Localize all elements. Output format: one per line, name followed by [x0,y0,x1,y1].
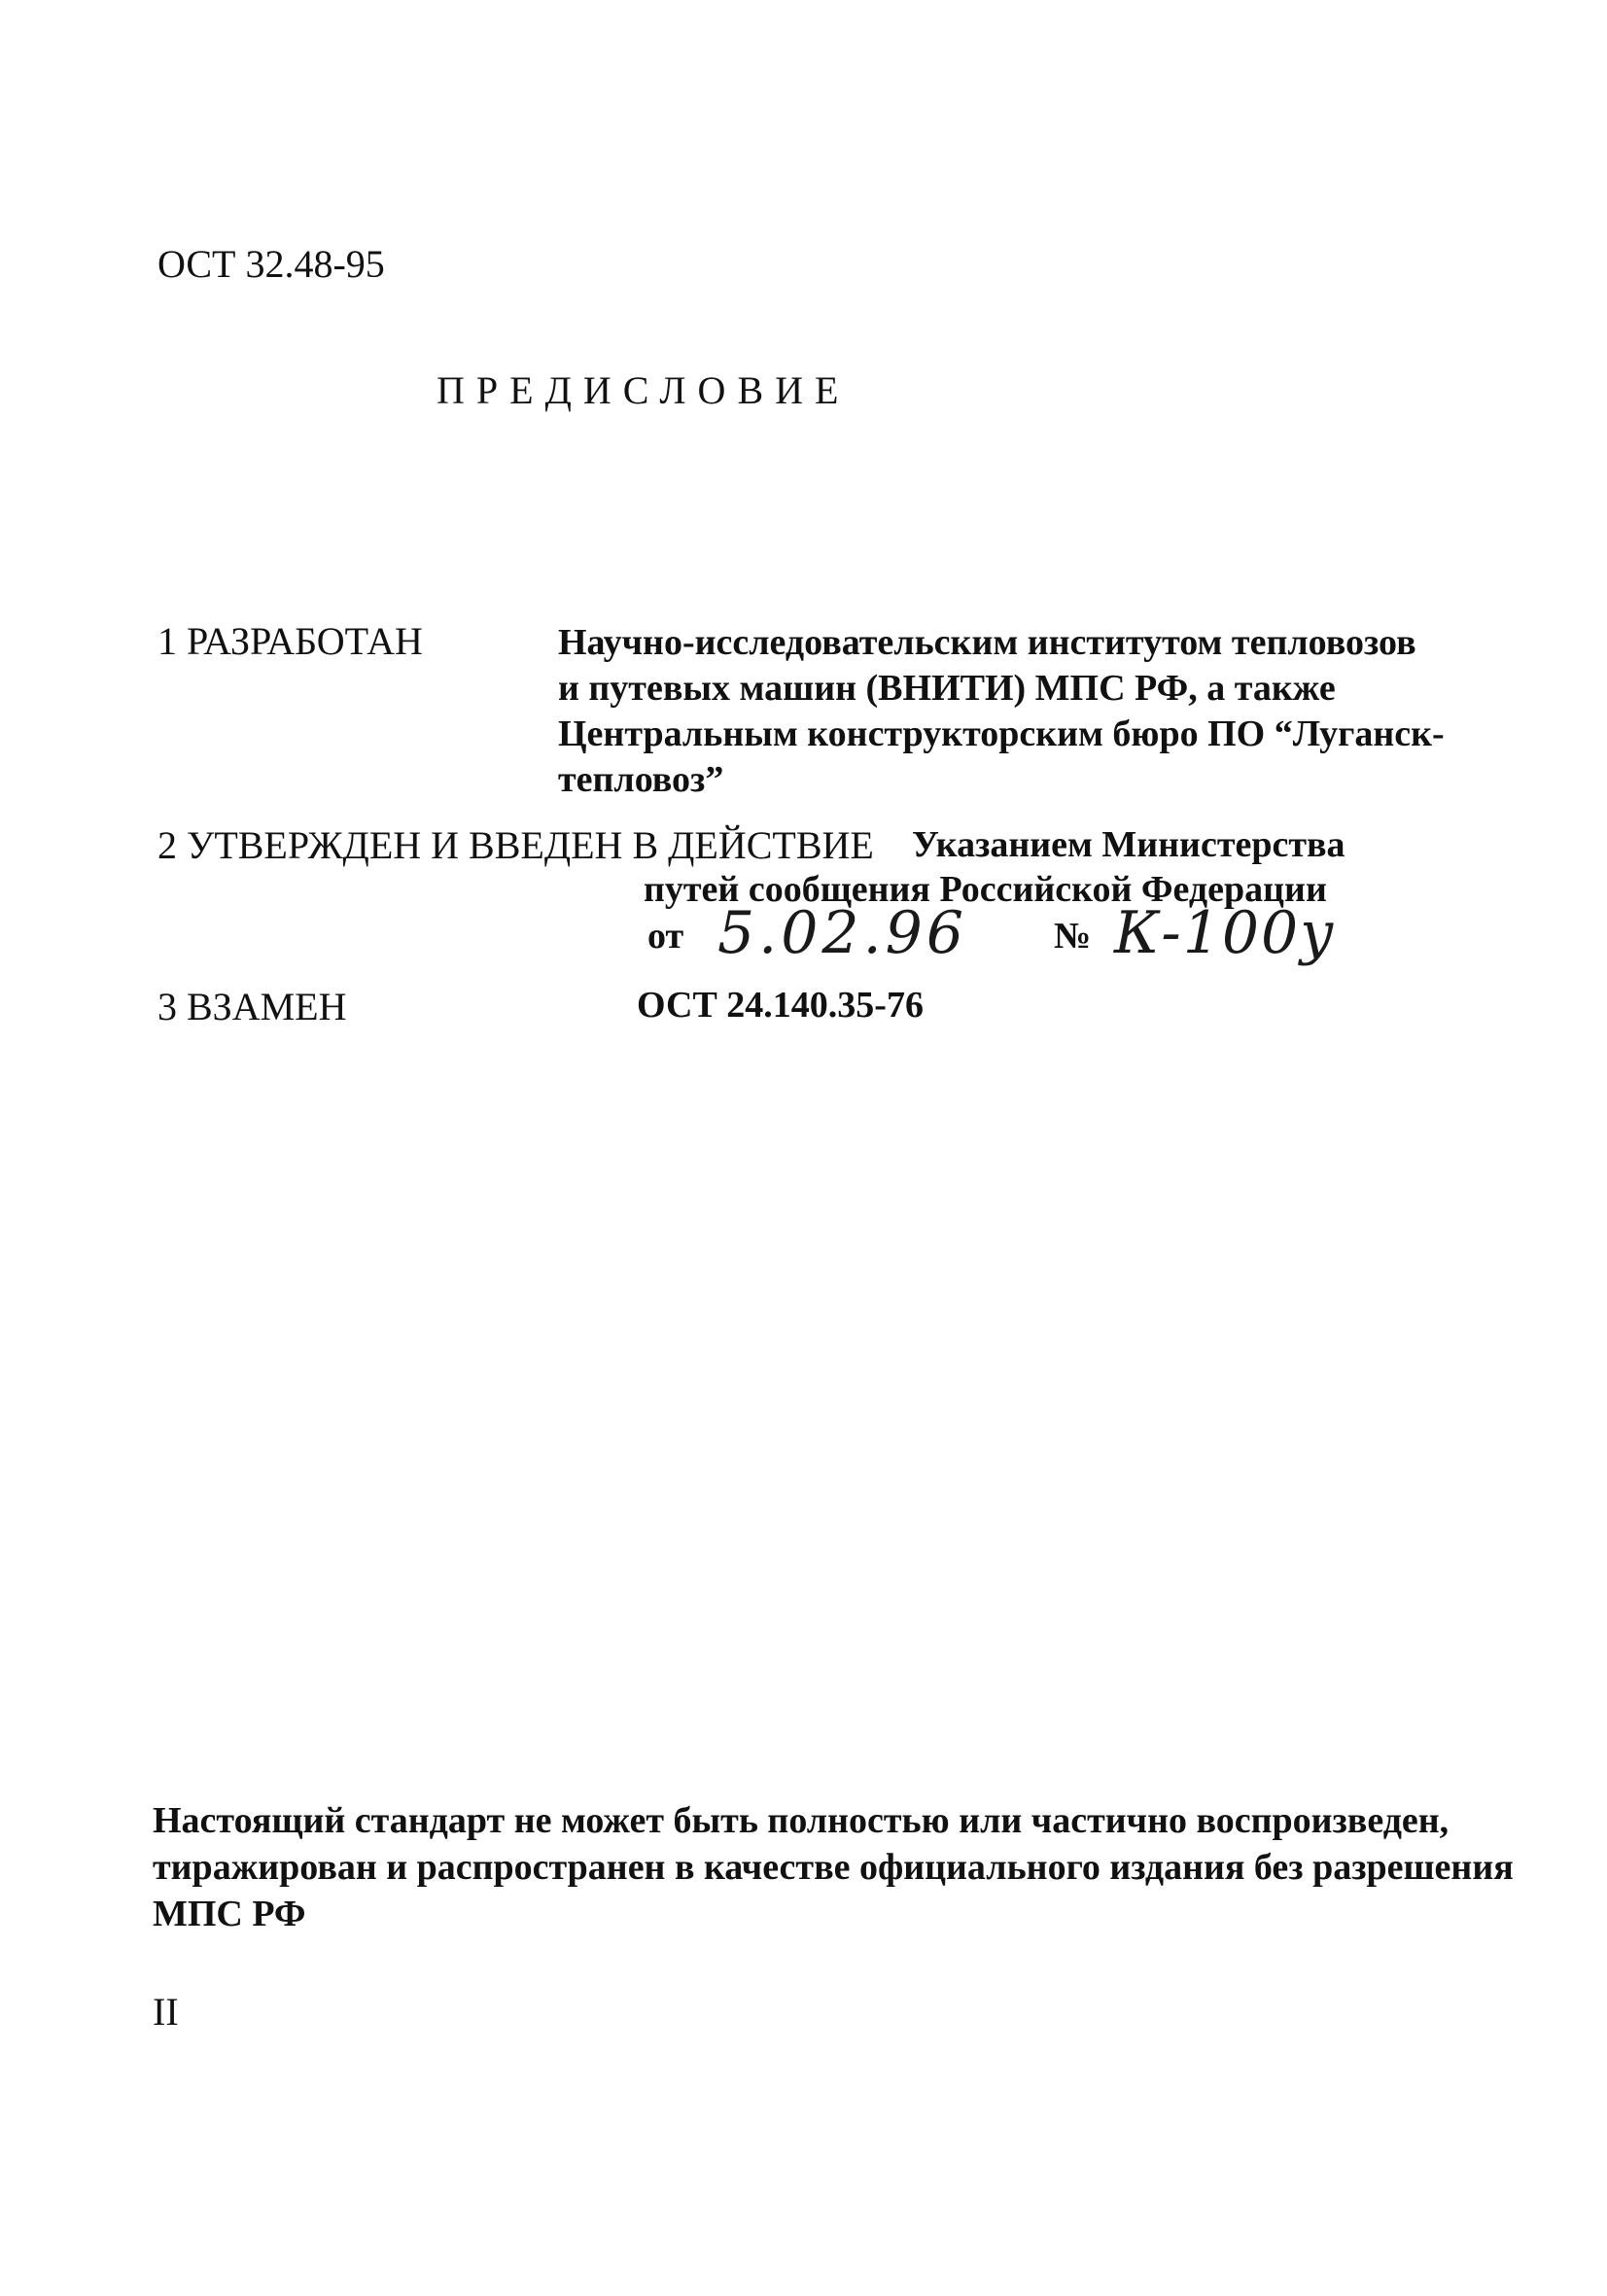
item-approved-line-2: путей сообщения Российской Федерации [644,869,1327,910]
date-prefix: от [647,916,684,957]
item-developed-line-1: Научно-исследовательским институтом тепловозов [558,622,1416,663]
item-developed-line-4: тепловоз” [558,759,724,800]
item-approved-label: 2 УТВЕРЖДЕН И ВВЕДЕН В ДЕЙСТВИЕ [157,823,874,867]
item-replaces-label: 3 ВЗАМЕН [157,985,347,1028]
copyright-line-2: тиражирован и распространен в качестве официального издания без разрешения [153,1847,1514,1888]
item-developed-line-3: Центральным конструкторским бюро ПО “Луганск- [558,713,1445,754]
number-prefix: № [1054,916,1092,957]
handwritten-number: К-100у [1114,899,1337,967]
item-developed-line-2: и путевых машин (ВНИТИ) МПС РФ, а также [558,668,1336,709]
copyright-line-1: Настоящий стандарт не может быть полностью или частично воспроизведен, [153,1800,1450,1841]
copyright-line-3: МПС РФ [153,1894,306,1934]
item-developed-text [558,620,1445,803]
item-approved-line-1: Указанием Министерства [912,824,1345,865]
copyright-notice [153,1797,1514,1937]
handwritten-date: 5.02.96 [717,899,968,967]
item-developed-label: 1 РАЗРАБОТАН [157,619,423,663]
item-replaces-text: ОСТ 24.140.35-76 [637,985,924,1026]
document-code: ОСТ 32.48-95 [157,242,385,286]
page-title: ПРЕДИСЛОВИЕ [437,368,851,412]
page-number: II [153,1990,179,2034]
